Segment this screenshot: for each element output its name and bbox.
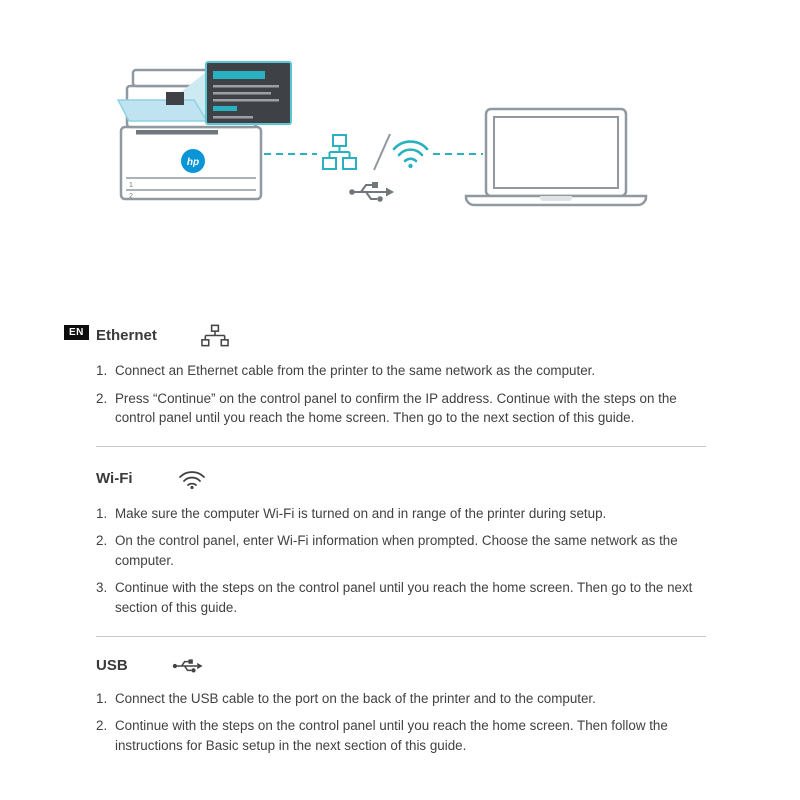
section-title-usb: USB [96,657,128,674]
step-number: 1. [96,690,108,706]
ethernet-icon [201,324,229,347]
wifi-icon [177,467,208,490]
step-number: 1. [96,363,108,378]
section-header-wifi [64,467,712,490]
section-divider [96,636,706,637]
wifi-steps [64,504,712,618]
step-number: 2. [96,390,108,406]
hp-logo-text: hp [186,157,200,168]
step-text: Make sure the computer Wi-Fi is turned on and in range of the printer during setup. [115,505,607,521]
section-title-wifi: Wi-Fi [96,469,133,487]
step-number: 1. [96,505,108,521]
step [96,389,712,428]
step-text: Continue with the steps on the control panel until you reach the home screen. Then follow the instructions for Basic setup in the next section of this guide. [115,718,668,753]
step-number: 2. [96,533,108,549]
step-text: Connect an Ethernet cable from the printer to the same network as the computer. [115,363,596,378]
setup-connections-illustration [0,0,800,240]
slash-separator [374,134,390,170]
usb-connection-icon [349,182,394,202]
step-text: Press “Continue” on the control panel to confirm the IP address. Continue with the steps on the control panel until you reach the home screen. Then go to the next section of this guide. [115,390,677,426]
step-text: Connect the USB cable to the port on the back of the printer and to the computer. [115,690,596,706]
wifi-connection-icon [394,142,427,169]
step-text: Continue with the steps on the control panel until you reach the home screen. Then go to the next section of this guide. [115,580,693,615]
usb-icon [172,657,204,675]
step-number: 2. [96,718,108,734]
laptop-illustration [466,109,646,205]
section-divider [96,446,706,447]
printer-panel [166,92,184,105]
tray-1-label: 1 [129,182,133,189]
section-ethernet [64,324,712,428]
step [96,578,712,617]
step-text: On the control panel, enter Wi-Fi information when prompted. Choose the same network as the computer. [115,533,678,568]
section-usb [64,657,712,756]
section-header-ethernet [64,324,712,347]
instructions [64,324,712,763]
step-number: 3. [96,580,108,596]
language-badge: EN [64,325,89,340]
section-header-usb [64,657,712,675]
ethernet-connection-icon [323,135,356,169]
step [96,689,712,709]
tray-2-label: 2 [129,193,133,200]
section-wifi [64,467,712,618]
output-slot [136,130,218,135]
step [96,504,712,524]
step [96,716,712,755]
paper-tray-highlight [118,100,207,121]
step [96,361,712,381]
control-panel-screen [206,62,291,124]
hp-logo [181,149,205,173]
section-title-ethernet: Ethernet [96,327,157,344]
ethernet-steps [64,361,712,428]
step [96,531,712,570]
usb-steps [64,689,712,756]
